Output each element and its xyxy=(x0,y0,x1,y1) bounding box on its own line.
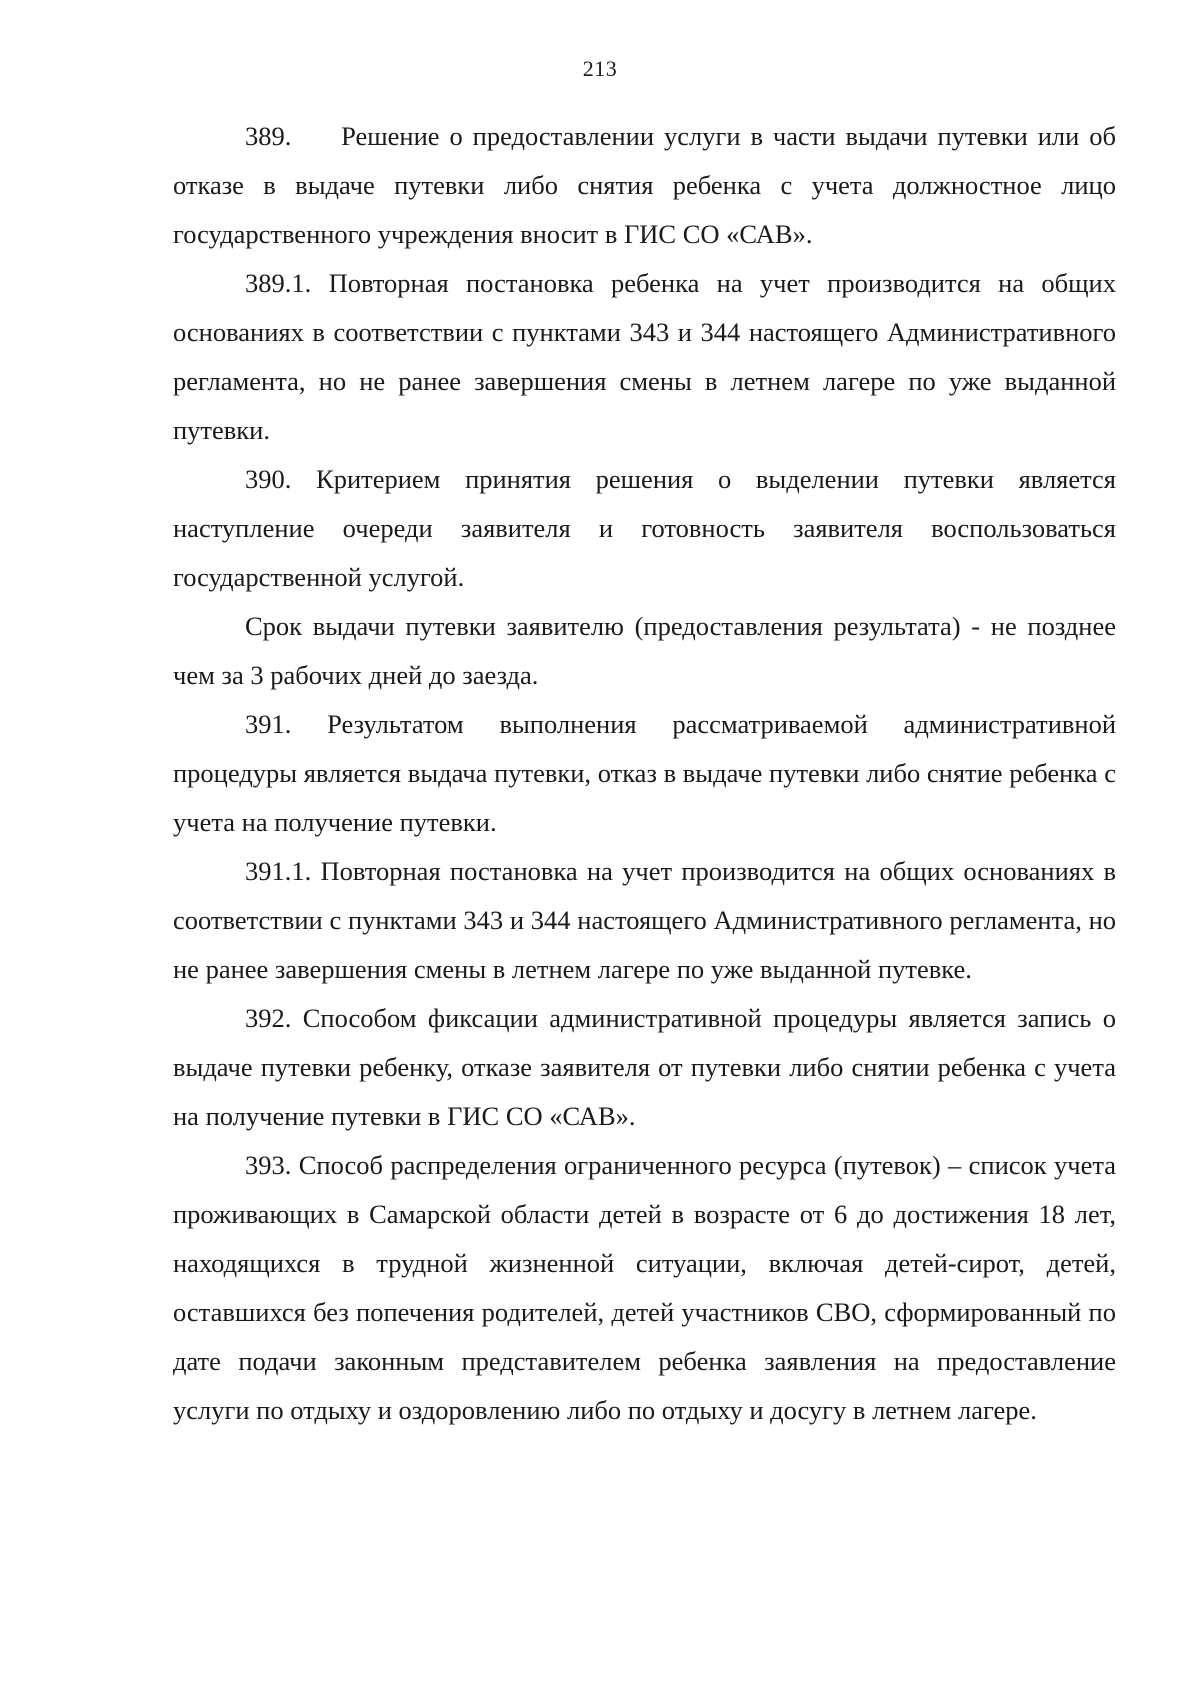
document-body xyxy=(173,112,1116,1435)
paragraph-393: 393. Способ распределения ограниченного ресурса (путевок) – список учета проживающих в Самарской области детей в возрасте от 6 до достижения 18 лет, находящихся в трудной жизненной ситуации, включая детей-сирот, детей, оставшихся без попечения родителей, детей участников СВО, сформированный по дате подачи законным представителем ребенка заявления на предоставление услуги по отдыху и оздоровлению либо по отдыху и досугу в летнем лагере. xyxy=(173,1150,1116,1425)
paragraph-issue-deadline: Срок выдачи путевки заявителю (предоставления результата) - не позднее чем за 3 рабочих дней до заезда. xyxy=(173,611,1116,690)
paragraph-389: 389. Решение о предоставлении услуги в части выдачи путевки или об отказе в выдаче путевки либо снятия ребенка с учета должностное лицо государственного учреждения вносит в ГИС СО «САВ». xyxy=(173,121,1116,249)
paragraph-389-1: 389.1. Повторная постановка ребенка на учет производится на общих основаниях в соответствии с пунктами 343 и 344 настоящего Административного регламента, но не ранее завершения смены в летнем лагере по уже выданной путевки. xyxy=(173,268,1116,445)
paragraph-391: 391. Результатом выполнения рассматриваемой административной процедуры является выдача путевки, отказ в выдаче путевки либо снятие ребенка с учета на получение путевки. xyxy=(173,709,1116,837)
paragraph-391-1: 391.1. Повторная постановка на учет производится на общих основаниях в соответствии с пунктами 343 и 344 настоящего Административного регламента, но не ранее завершения смены в летнем лагере по уже выданной путевке. xyxy=(173,856,1116,984)
paragraph-390: 390. Критерием принятия решения о выделении путевки является наступление очереди заявителя и готовность заявителя воспользоваться государственной услугой. xyxy=(173,464,1116,592)
page-number: 213 xyxy=(582,56,618,81)
paragraph-392: 392. Способом фиксации административной процедуры является запись о выдаче путевки ребенку, отказе заявителя от путевки либо снятии ребенка с учета на получение путевки в ГИС СО «САВ». xyxy=(173,1003,1116,1131)
